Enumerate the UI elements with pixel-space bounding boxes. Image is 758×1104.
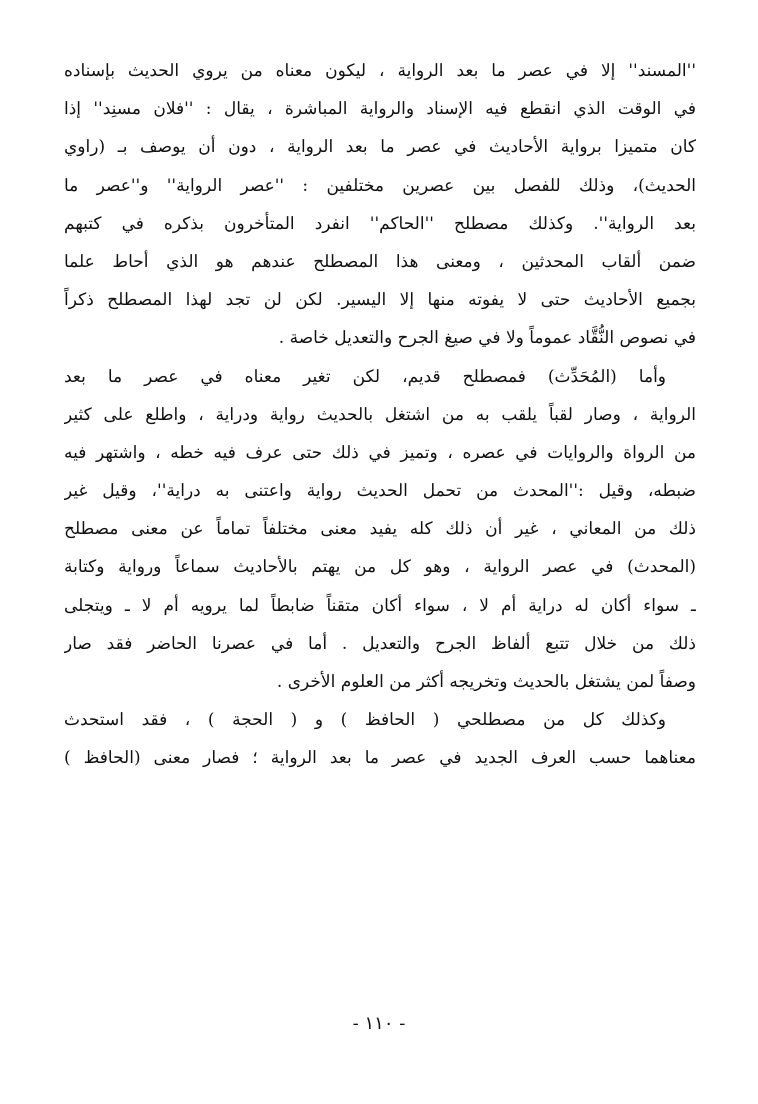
text-line: ''المسند'' إلا في عصر ما بعد الرواية ، ليكون معناه من يروي الحديث بإسناده [64,61,696,81]
paragraph-start-line: وكذلك كل من مصطلحي ( الحافظ ) و ( الحجة ) ، فقد استحدث [64,710,666,731]
text-line: معناهما حسب العرف الجديد في عصر ما بعد الرواية ؛ فصار معنى (الحافظ ) [64,748,696,769]
body-text [64,52,696,778]
text-line: كان متميزا برواية الأحاديث في عصر ما بعد الرواية ، دون أن يوصف بـ (راوي [64,137,696,158]
text-line: ذلك من خلال تتبع ألفاظ الجرح والتعديل . أما في عصرنا الحاضر فقد صار [64,633,696,654]
page-number: - ١١٠ - [352,1013,406,1034]
text-line: من الرواة والروايات في عصره ، وتميز في ذلك حتى عرف فيه خطه ، واشتهر فيه [64,442,696,463]
text-line: الحديث)، وذلك للفصل بين عصرين مختلفين : ''عصر الرواية'' و''عصر ما [64,175,696,196]
text-line: في نصوص النُّقَّاد عموماً ولا في صيغ الجرح والتعديل خاصة . [278,328,696,349]
text-line: في الوقت الذي انقطع فيه الإسناد والرواية المباشرة ، يقال : ''فلان مسنِد'' إذا [64,99,696,120]
text-line: (المحدث) في عصر الرواية ، وهو كل من يهتم بالأحاديث سماعاً ورواية وكتابة [64,557,696,578]
text-line: ـ سواء أكان له دراية أم لا ، سواء أكان متقناً ضابطاً لما يرويه أم لا ـ ويتجلى [64,595,696,616]
text-line: ذلك من المعاني ، غير أن ذلك كله يفيد معنى مختلفاً تماماً عن معنى مصطلح [64,519,696,540]
paragraph-start-line: وأما (المُحَدِّث) فمصطلح قديم، لكن تغير معناه في عصر ما بعد [64,366,666,387]
text-line: بجميع الأحاديث حتى لا يفوته منها إلا اليسير. لكن لن تجد لهذا المصطلح ذكراً [64,290,696,311]
text-line: ضبطه، وقيل :''المحدث من تحمل الحديث رواية واعتنى به دراية''، وقيل غير [64,481,696,502]
text-line: بعد الرواية''. وكذلك مصطلح ''الحاكم'' انفرد المتأخرون بذكره في كتبهم [64,213,696,234]
text-line: وصفاً لمن يشتغل بالحديث وتخريجه أكثر من العلوم الأخرى . [276,672,696,692]
text-line: الرواية ، وصار لقباً يلقب به من اشتغل بالحديث رواية ودراية ، واطلع على كثير [64,404,696,425]
text-line: ضمن ألقاب المحدثين ، ومعنى هذا المصطلح عندهم هو الذي أحاط علما [64,251,696,272]
